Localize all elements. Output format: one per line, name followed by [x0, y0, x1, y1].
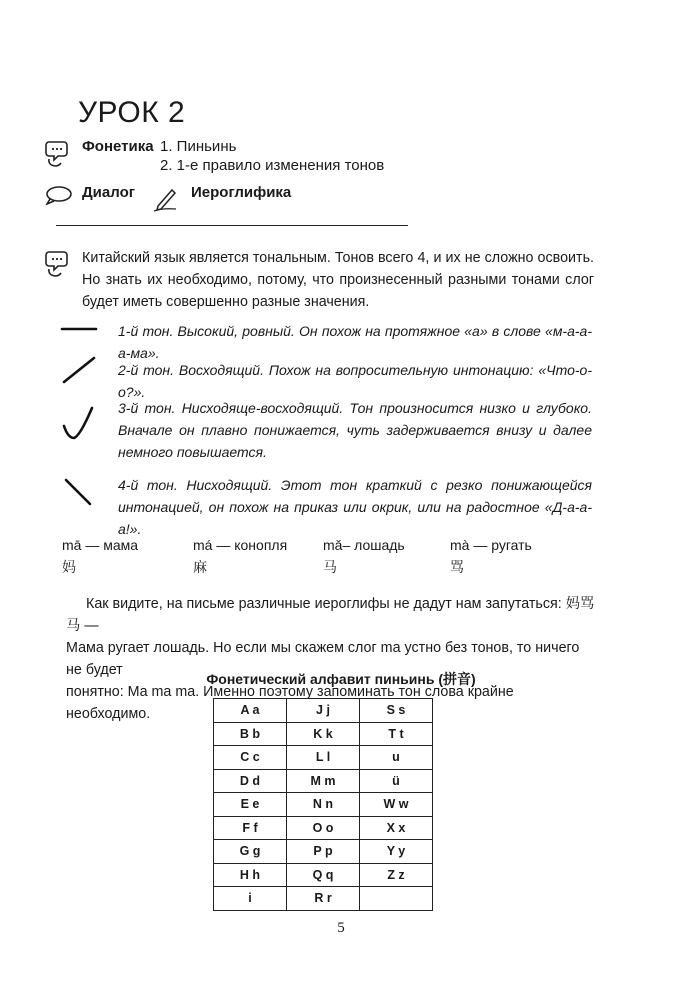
table-cell: E e: [214, 793, 287, 817]
table-cell: W w: [360, 793, 433, 817]
table-cell: D d: [214, 769, 287, 793]
table-cell: S s: [360, 699, 433, 723]
syllable-ma4: mà — ругать: [450, 537, 532, 553]
intro-paragraph: Китайский язык является тональным. Тонов всего 4, и их не сложно освоить. Но знать их необходимо, потому, что произнесенный разными тонами слог будет иметь совершенно разные значения.: [82, 250, 594, 310]
pinyin-alphabet-table: [213, 698, 433, 911]
table-cell: R r: [287, 887, 360, 911]
table-cell: Z z: [360, 863, 433, 887]
table-title: Фонетический алфавит пиньинь (拼音): [206, 671, 476, 687]
table-row: [214, 722, 433, 746]
speech-bubble-icon: [44, 139, 74, 169]
table-row: [214, 746, 433, 770]
table-cell: F f: [214, 816, 287, 840]
table-cell: C c: [214, 746, 287, 770]
table-row: [214, 887, 433, 911]
page-number: 5: [337, 920, 345, 936]
table-cell: O o: [287, 816, 360, 840]
tone-mark-icon: [60, 477, 98, 507]
pen-icon: [150, 184, 180, 214]
table-cell: N n: [287, 793, 360, 817]
table-cell: G g: [214, 840, 287, 864]
table-cell: L l: [287, 746, 360, 770]
dialog-label: Диалог: [82, 184, 135, 201]
syllable-ma3: mǎ– лошадь: [323, 537, 405, 553]
table-cell: J j: [287, 699, 360, 723]
table-row: [214, 769, 433, 793]
table-cell: u: [360, 746, 433, 770]
tone-4-text: 4-й тон. Нисходящий. Этот тон краткий с резко понижающейся интонацией, он похож на приказ или окрик, или на радостное «Д-а-а-а!».: [118, 477, 592, 537]
tone-3-text: 3-й тон. Нисходяще-восходящий. Тон произносится низко и глубоко. Вначале он плавно понижается, чуть задерживается внизу и далее немного повышается.: [118, 400, 592, 460]
paragraph-line-1: Как видите, на письме различные иероглифы не дадут нам запутаться: 妈骂马 —: [66, 596, 595, 634]
section-divider: [56, 225, 408, 226]
tone-mark-icon: [60, 322, 98, 336]
lesson-title: УРОК 2: [78, 96, 186, 129]
table-cell: B b: [214, 722, 287, 746]
tone-2-text: 2-й тон. Восходящий. Похож на вопросительную интонацию: «Что-о-о?».: [118, 362, 592, 400]
table-cell: M m: [287, 769, 360, 793]
table-cell: A a: [214, 699, 287, 723]
tone-mark-icon: [60, 404, 98, 442]
table-row: [214, 863, 433, 887]
table-row: [214, 699, 433, 723]
table-cell: i: [214, 887, 287, 911]
table-cell: P p: [287, 840, 360, 864]
tone-1-text: 1-й тон. Высокий, ровный. Он похож на протяжное «а» в слове «м-а-а-а-ма».: [118, 323, 592, 361]
table-cell: Y y: [360, 840, 433, 864]
speech-bubble-icon: [44, 249, 74, 279]
syllable-ma3-han: 马: [323, 560, 337, 576]
table-cell: Q q: [287, 863, 360, 887]
oval-speech-icon: [44, 185, 74, 205]
paragraph-line-2: Мама ругает лошадь. Но если мы скажем слог ma устно без тонов, то ничего не будет: [66, 640, 580, 678]
syllable-ma1: mā — мама: [62, 537, 139, 553]
table-cell: ü: [360, 769, 433, 793]
phonetics-label: Фонетика: [82, 138, 154, 155]
syllable-ma4-han: 骂: [450, 560, 464, 576]
syllable-ma2-han: 麻: [193, 560, 207, 576]
syllable-ma2: má — конопля: [193, 537, 288, 553]
table-row: [214, 840, 433, 864]
hieroglyphs-label: Иероглифика: [191, 184, 292, 201]
phonetics-item-2: 2. 1-е правило изменения тонов: [160, 157, 385, 174]
table-cell: H h: [214, 863, 287, 887]
table-cell: T t: [360, 722, 433, 746]
syllable-ma1-han: 妈: [62, 560, 76, 576]
table-cell: X x: [360, 816, 433, 840]
phonetics-item-1: 1. Пиньинь: [160, 138, 237, 155]
tone-mark-icon: [60, 354, 98, 386]
table-row: [214, 793, 433, 817]
table-cell: [360, 887, 433, 911]
paragraph-line-3: понятно: Ma ma ma. Именно поэтому запоминать тон слова крайне необходимо.: [66, 684, 514, 722]
table-cell: K k: [287, 722, 360, 746]
table-row: [214, 816, 433, 840]
